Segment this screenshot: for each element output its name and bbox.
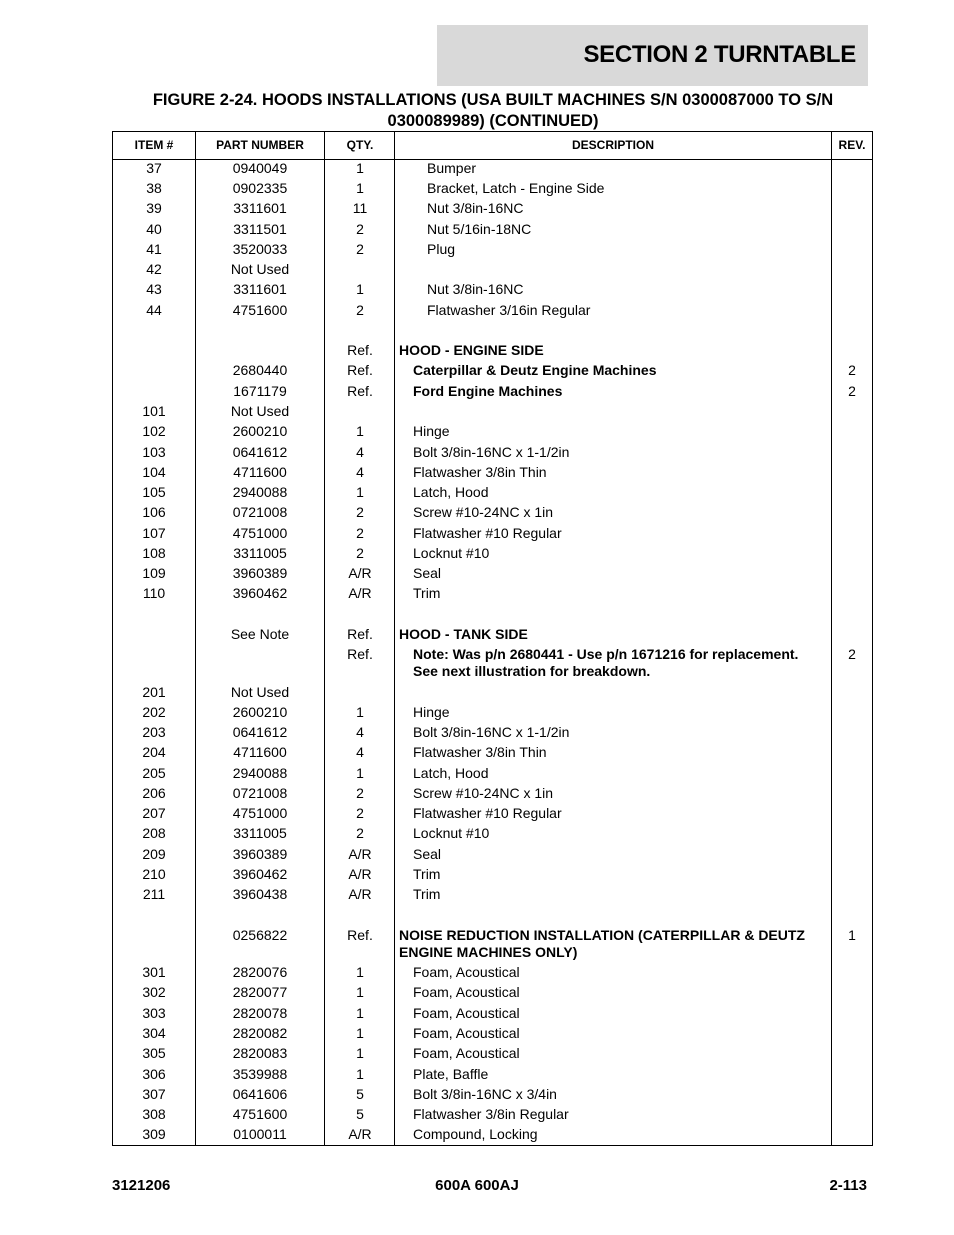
- part-number-cell: 0641612: [232, 724, 288, 740]
- item-cell: 43: [146, 281, 162, 297]
- description-cell: Nut 3/8in-16NC: [427, 281, 524, 297]
- part-number-cell: See Note: [230, 626, 290, 642]
- qty-cell: 1: [356, 160, 364, 176]
- footer-doc-number: 3121206: [112, 1177, 171, 1194]
- part-number-cell: 0902335: [232, 180, 288, 196]
- item-cell: 42: [146, 261, 162, 277]
- part-number-cell: 2820077: [232, 984, 288, 1000]
- part-number-cell: 0721008: [232, 785, 288, 801]
- rev-cell: 2: [848, 362, 856, 378]
- part-number-cell: 3960462: [232, 866, 288, 882]
- part-number-cell: 4751000: [232, 525, 288, 541]
- qty-cell: 4: [356, 744, 364, 760]
- part-number-cell: 2600210: [232, 423, 288, 439]
- part-number-cell: 3960438: [232, 886, 288, 902]
- item-cell: 105: [142, 484, 166, 500]
- description-cell: NOISE REDUCTION INSTALLATION (CATERPILLAR & DEUTZ ENGINE MACHINES ONLY): [399, 927, 805, 960]
- qty-cell: A/R: [348, 1126, 372, 1142]
- item-cell: 38: [146, 180, 162, 196]
- qty-cell: 5: [356, 1086, 364, 1102]
- item-cell: 306: [142, 1066, 166, 1082]
- item-cell: 108: [142, 545, 166, 561]
- qty-cell: 1: [356, 484, 364, 500]
- qty-cell: 4: [356, 464, 364, 480]
- item-cell: 203: [142, 724, 166, 740]
- description-cell: Bracket, Latch - Engine Side: [427, 180, 605, 196]
- description-cell: Caterpillar & Deutz Engine Machines: [413, 362, 657, 378]
- qty-cell: 1: [356, 984, 364, 1000]
- header-part-number: PART NUMBER: [216, 138, 304, 152]
- item-cell: 107: [142, 525, 166, 541]
- description-cell: Nut 5/16in-18NC: [427, 221, 532, 237]
- part-number-cell: 4711600: [233, 744, 287, 760]
- parts-table: [112, 131, 873, 1146]
- part-number-cell: Not Used: [230, 261, 290, 277]
- description-cell: Foam, Acoustical: [413, 964, 520, 980]
- item-cell: 208: [142, 825, 166, 841]
- qty-cell: 1: [356, 1005, 364, 1021]
- part-number-cell: 3960389: [232, 565, 288, 581]
- qty-cell: 1: [356, 964, 364, 980]
- item-cell: 101: [142, 403, 166, 419]
- part-number-cell: 2600210: [232, 704, 288, 720]
- description-cell: Foam, Acoustical: [413, 1005, 520, 1021]
- description-cell: Flatwasher 3/8in Thin: [413, 464, 547, 480]
- qty-cell: 1: [356, 180, 364, 196]
- qty-cell: 2: [356, 545, 364, 561]
- column-divider: [831, 132, 832, 1145]
- qty-cell: 1: [356, 765, 364, 781]
- rev-cell: 2: [848, 383, 856, 399]
- qty-cell: 2: [356, 805, 364, 821]
- part-number-cell: 1671179: [233, 383, 287, 399]
- item-cell: 305: [142, 1045, 166, 1061]
- description-cell: Trim: [413, 866, 441, 882]
- qty-cell: 5: [356, 1106, 364, 1122]
- part-number-cell: 2820082: [232, 1025, 288, 1041]
- description-cell: Locknut #10: [413, 545, 490, 561]
- rev-cell: 1: [848, 927, 856, 943]
- item-cell: 205: [142, 765, 166, 781]
- footer-model: 600A 600AJ: [435, 1177, 519, 1194]
- description-cell: Seal: [413, 846, 442, 862]
- item-cell: 206: [142, 785, 166, 801]
- item-cell: 39: [146, 200, 162, 216]
- description-cell: Nut 3/8in-16NC: [427, 200, 524, 216]
- part-number-cell: 0940049: [232, 160, 288, 176]
- part-number-cell: 0641606: [232, 1086, 288, 1102]
- qty-cell: Ref.: [347, 342, 373, 358]
- part-number-cell: 4751000: [232, 805, 288, 821]
- item-cell: 202: [142, 704, 166, 720]
- header-description: DESCRIPTION: [571, 138, 654, 152]
- item-cell: 209: [142, 846, 166, 862]
- header-qty: QTY.: [346, 138, 374, 152]
- qty-cell: A/R: [348, 565, 372, 581]
- description-cell: Trim: [413, 585, 441, 601]
- description-cell: Bolt 3/8in-16NC x 3/4in: [413, 1086, 557, 1102]
- part-number-cell: 3520033: [232, 241, 288, 257]
- qty-cell: 2: [356, 825, 364, 841]
- description-cell: Flatwasher #10 Regular: [413, 525, 562, 541]
- item-cell: 207: [142, 805, 166, 821]
- description-cell: Note: Was p/n 2680441 - Use p/n 1671216 for replacement. See next illustration for breakdown.: [413, 646, 799, 679]
- part-number-cell: 3960462: [232, 585, 288, 601]
- item-cell: 44: [146, 302, 162, 318]
- part-number-cell: 2680440: [232, 362, 288, 378]
- qty-cell: Ref.: [347, 927, 373, 943]
- item-cell: 104: [142, 464, 166, 480]
- part-number-cell: 4751600: [232, 302, 288, 318]
- qty-cell: 4: [356, 444, 364, 460]
- description-cell: Hinge: [413, 704, 450, 720]
- description-cell: Plate, Baffle: [413, 1066, 489, 1082]
- description-cell: Flatwasher 3/8in Thin: [413, 744, 547, 760]
- part-number-cell: Not Used: [230, 403, 290, 419]
- qty-cell: 2: [356, 241, 364, 257]
- item-cell: 109: [142, 565, 166, 581]
- item-cell: 304: [142, 1025, 166, 1041]
- part-number-cell: 0641612: [232, 444, 288, 460]
- header-item: ITEM #: [134, 138, 174, 152]
- item-cell: 37: [146, 160, 162, 176]
- description-cell: Seal: [413, 565, 442, 581]
- qty-cell: 1: [356, 1045, 364, 1061]
- qty-cell: Ref.: [347, 383, 373, 399]
- item-cell: 103: [142, 444, 166, 460]
- qty-cell: 1: [356, 1066, 364, 1082]
- section-title: SECTION 2 TURNTABLE: [583, 41, 856, 68]
- description-cell: Ford Engine Machines: [413, 383, 563, 399]
- header-rev: REV.: [838, 138, 866, 152]
- item-cell: 201: [142, 684, 166, 700]
- part-number-cell: 4751600: [232, 1106, 288, 1122]
- description-cell: Flatwasher 3/8in Regular: [413, 1106, 569, 1122]
- description-cell: Screw #10-24NC x 1in: [413, 504, 554, 520]
- qty-cell: A/R: [348, 886, 372, 902]
- part-number-cell: 2820076: [232, 964, 288, 980]
- item-cell: 210: [142, 866, 166, 882]
- part-number-cell: 2820078: [232, 1005, 288, 1021]
- part-number-cell: 3539988: [232, 1066, 288, 1082]
- part-number-cell: 0100011: [233, 1126, 287, 1142]
- description-cell: HOOD - TANK SIDE: [399, 626, 528, 642]
- part-number-cell: 2820083: [232, 1045, 288, 1061]
- description-cell: Bolt 3/8in-16NC x 1-1/2in: [413, 724, 570, 740]
- qty-cell: 2: [356, 785, 364, 801]
- item-cell: 106: [142, 504, 166, 520]
- qty-cell: 1: [356, 423, 364, 439]
- item-cell: 303: [142, 1005, 166, 1021]
- description-cell: Locknut #10: [413, 825, 490, 841]
- qty-cell: 1: [356, 281, 364, 297]
- item-cell: 308: [142, 1106, 166, 1122]
- item-cell: 302: [142, 984, 166, 1000]
- description-cell: Flatwasher #10 Regular: [413, 805, 562, 821]
- qty-cell: 1: [356, 1025, 364, 1041]
- part-number-cell: 3311005: [233, 545, 287, 561]
- description-cell: Plug: [427, 241, 456, 257]
- description-cell: Foam, Acoustical: [413, 1025, 520, 1041]
- qty-cell: A/R: [348, 846, 372, 862]
- qty-cell: 2: [356, 302, 364, 318]
- qty-cell: A/R: [348, 585, 372, 601]
- part-number-cell: 2940088: [232, 484, 288, 500]
- description-cell: Screw #10-24NC x 1in: [413, 785, 554, 801]
- item-cell: 110: [142, 585, 166, 601]
- part-number-cell: 3311501: [233, 221, 287, 237]
- description-cell: Hinge: [413, 423, 450, 439]
- description-cell: Flatwasher 3/16in Regular: [427, 302, 591, 318]
- qty-cell: 1: [356, 704, 364, 720]
- description-cell: Foam, Acoustical: [413, 1045, 520, 1061]
- item-cell: 301: [142, 964, 166, 980]
- part-number-cell: 3311005: [233, 825, 287, 841]
- description-cell: Latch, Hood: [413, 484, 489, 500]
- qty-cell: Ref.: [347, 362, 373, 378]
- description-cell: HOOD - ENGINE SIDE: [399, 342, 544, 358]
- description-cell: Bumper: [427, 160, 477, 176]
- description-cell: Trim: [413, 886, 441, 902]
- item-cell: 307: [142, 1086, 166, 1102]
- qty-cell: 11: [352, 200, 368, 216]
- part-number-cell: 3311601: [233, 200, 287, 216]
- description-cell: Compound, Locking: [413, 1126, 538, 1142]
- part-number-cell: Not Used: [230, 684, 290, 700]
- item-cell: 309: [142, 1126, 166, 1142]
- qty-cell: Ref.: [347, 626, 373, 642]
- item-cell: 204: [142, 744, 166, 760]
- description-cell: Latch, Hood: [413, 765, 489, 781]
- item-cell: 211: [142, 886, 166, 902]
- part-number-cell: 2940088: [232, 765, 288, 781]
- part-number-cell: 0256822: [232, 927, 288, 943]
- rev-cell: 2: [848, 646, 856, 662]
- qty-cell: 2: [356, 525, 364, 541]
- part-number-cell: 0721008: [232, 504, 288, 520]
- part-number-cell: 4711600: [233, 464, 287, 480]
- part-number-cell: 3960389: [232, 846, 288, 862]
- qty-cell: Ref.: [347, 646, 373, 662]
- figure-title: FIGURE 2-24. HOODS INSTALLATIONS (USA BUILT MACHINES S/N 0300087000 TO S/N 0300089989) (CONTINUED): [152, 91, 834, 130]
- qty-cell: 2: [356, 221, 364, 237]
- item-cell: 41: [146, 241, 162, 257]
- qty-cell: 4: [356, 724, 364, 740]
- part-number-cell: 3311601: [233, 281, 287, 297]
- qty-cell: 2: [356, 504, 364, 520]
- footer-page-number: 2-113: [829, 1177, 867, 1194]
- description-cell: Bolt 3/8in-16NC x 1-1/2in: [413, 444, 570, 460]
- item-cell: 40: [146, 221, 162, 237]
- item-cell: 102: [142, 423, 166, 439]
- description-cell: Foam, Acoustical: [413, 984, 520, 1000]
- qty-cell: A/R: [348, 866, 372, 882]
- section-banner: [437, 25, 868, 86]
